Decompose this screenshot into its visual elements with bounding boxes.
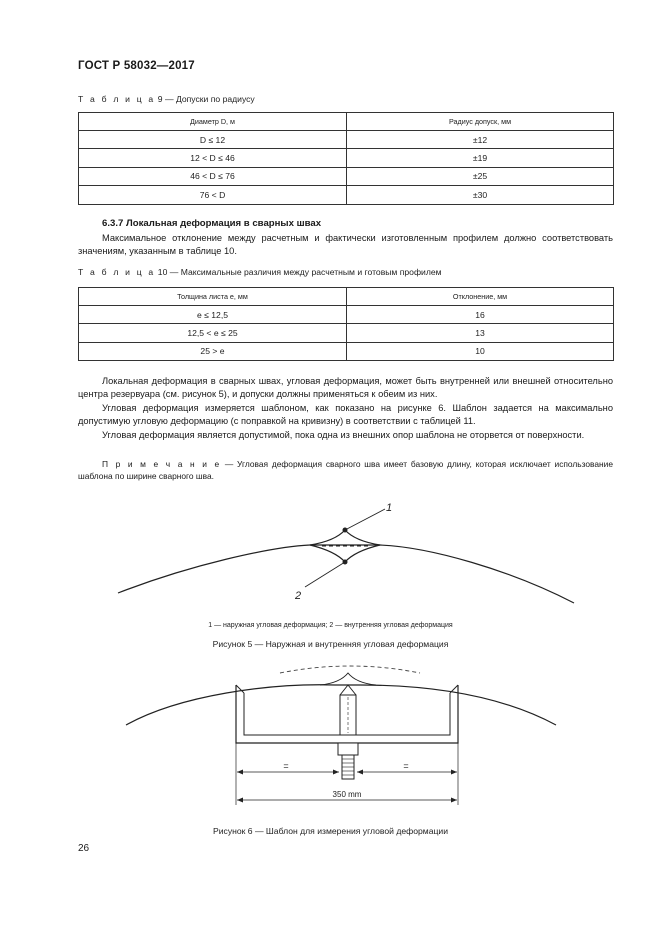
note-text: — Угловая деформация сварного шва имеет базовую длину, которая исключает использование шаблона по ширине сварного шва. <box>78 459 614 481</box>
table-header-row <box>79 288 614 306</box>
note <box>78 458 613 482</box>
table-cell: 46 < D ≤ 76 <box>79 167 347 185</box>
weld-peak <box>320 673 376 685</box>
table10-number: 10 <box>157 267 168 277</box>
adjustment-nut <box>338 743 358 755</box>
note-label: П р и м е ч а н и е <box>102 459 222 469</box>
table9 <box>78 112 614 205</box>
table-row <box>79 342 614 360</box>
table-row <box>79 306 614 324</box>
table-cell: ±25 <box>347 167 614 185</box>
table-cell: ±19 <box>347 149 614 167</box>
callout-1-label: 1 <box>386 502 393 514</box>
table-row <box>79 324 614 342</box>
table-cell: 10 <box>347 342 614 360</box>
inner-deformation-curve <box>310 545 380 562</box>
table-header-cell: Толщина листа e, мм <box>79 288 347 306</box>
document-header: ГОСТ Р 58032—2017 <box>78 60 195 72</box>
callout-2-leader <box>305 562 345 587</box>
dimension-total-label: 350 mm <box>332 790 362 799</box>
table9-label: Т а б л и ц а <box>78 94 156 104</box>
table-cell: 16 <box>347 306 614 324</box>
table-cell: 13 <box>347 324 614 342</box>
section-paragraph: Максимальное отклонение между расчетным и фактически изготовленным профилем должно соответствовать значениям, указанным в таблице 10. <box>78 233 613 256</box>
table10-title: — Максимальные различия между расчетным и готовым профилем <box>169 267 442 277</box>
callout-2-label: 2 <box>295 590 302 602</box>
table10 <box>78 287 614 361</box>
figure5-legend: 1 — наружная угловая деформация; 2 — внутренняя угловая деформация <box>208 622 453 629</box>
body-paragraph: Локальная деформация в сварных швах, угловая деформация, может быть внутренней или внешней относительно центра резервуара (см. рисунок 5), и допуски должны применяться к обеим из них. <box>78 376 613 399</box>
figure5-drawing <box>110 495 580 610</box>
body-paragraph: Угловая деформация измеряется шаблоном, как показано на рисунке 6. Шаблон задается на максимально допустимую угловую деформацию (с поправкой на кривизну) в соответствии с таблицей 11. <box>78 403 613 426</box>
table10-caption <box>78 267 442 277</box>
shell-arc <box>118 545 574 603</box>
table9-caption <box>78 94 255 104</box>
table-header-row <box>79 113 614 131</box>
table-row <box>79 149 614 167</box>
dimension-left-equal: = <box>283 761 289 771</box>
table-cell: e ≤ 12,5 <box>79 306 347 324</box>
callout-1-leader <box>345 509 385 530</box>
table-cell: 25 > e <box>79 342 347 360</box>
table-cell: ±30 <box>347 186 614 204</box>
table-header-cell: Отклонение, мм <box>347 288 614 306</box>
body-paragraph: Угловая деформация является допустимой, пока одна из внешних опор шаблона не оторвется от поверхности. <box>102 430 585 440</box>
table-header-cell: Диаметр D, м <box>79 113 347 131</box>
dimension-right-equal: = <box>403 761 409 771</box>
figure6-drawing <box>120 655 560 820</box>
table10-label: Т а б л и ц а <box>78 267 156 277</box>
probe-tip <box>340 685 356 695</box>
table-row <box>79 167 614 185</box>
table-cell: D ≤ 12 <box>79 131 347 149</box>
table-row <box>79 186 614 204</box>
table9-number: 9 <box>157 94 163 104</box>
figure6-caption: Рисунок 6 — Шаблон для измерения угловой деформации <box>212 826 448 836</box>
table9-title: — Допуски по радиусу <box>164 94 255 104</box>
table-header-cell: Радиус допуск, мм <box>347 113 614 131</box>
figure5-caption: Рисунок 5 — Наружная и внутренняя угловая деформация <box>212 639 449 649</box>
page-number: 26 <box>78 843 90 854</box>
table-cell: 12 < D ≤ 46 <box>79 149 347 167</box>
theoretical-profile-dashed <box>280 666 420 673</box>
table-cell: 12,5 < e ≤ 25 <box>79 324 347 342</box>
table-cell: ±12 <box>347 131 614 149</box>
table-row <box>79 131 614 149</box>
section-heading: 6.3.7 Локальная деформация в сварных швах <box>102 218 322 229</box>
table-cell: 76 < D <box>79 186 347 204</box>
